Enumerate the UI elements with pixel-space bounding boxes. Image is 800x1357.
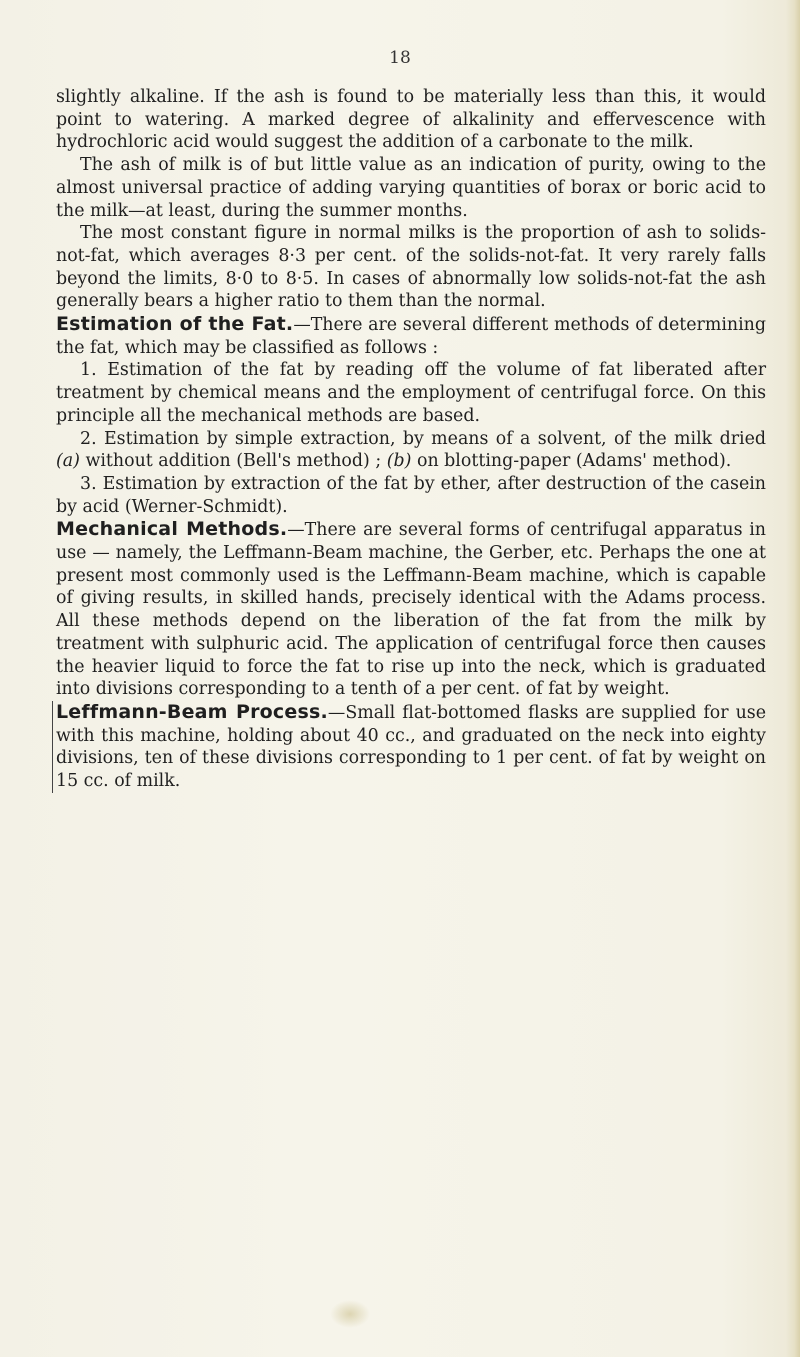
estimation-of-fat-text: —There are several different methods of determining the fat, which may be classified as follows :	[56, 315, 766, 358]
page-edge-shadow	[786, 0, 800, 1357]
paragraph-ash-proportion: The most constant figure in normal milks is the proportion of ash to solids-not-fat, which averages 8·3 per cent. of the solids-not-fat. It very rarely falls beyond the limits, 8·0 to 8·5. In cases of abnormally low solids-not-fat the ash generally bears a higher ratio to them than the normal.	[56, 223, 766, 312]
mechanical-methods-text: —There are several forms of centrifugal apparatus in use — namely, the Leffmann-Beam machine, the Gerber, etc. Perhaps the one at present most commonly used is the Leffmann-Beam machine, which is capable of giving results, in skilled hands, precisely identical with the Adams process. All these methods depend on the liberation of the fat from the milk by treatment with sulphuric acid. The application of centrifugal force then causes the heavier liquid to force the fat to rise up into the neck, which is graduated into divisions corresponding to a tenth of a per cent. of fat by weight.	[56, 520, 766, 700]
list-item-text: on blotting-paper (Adams' method).	[411, 451, 732, 472]
paragraph-mechanical-methods	[56, 518, 766, 701]
page-number: 18	[389, 48, 411, 68]
paragraph-ash-value: The ash of milk is of but little value as an indication of purity, owing to the almost universal practice of adding varying quantities of borax or boric acid to the milk—at least, during the summer months.	[56, 155, 766, 221]
section-heading-mechanical-methods: Mechanical Methods.	[56, 518, 288, 541]
list-item-text: Estimation by extraction of the fat by ether, after destruction of the casein by acid (Werner-Schmidt).	[56, 473, 766, 517]
list-item-method-1	[56, 359, 766, 427]
list-number: 2.	[80, 428, 97, 449]
leffmann-beam-process-text: —Small flat-bottomed flasks are supplied for use with this machine, holding about 40 cc., and graduated on the neck into eighty divisions, ten of these divisions corresponding to 1 per cent. of fat by weight on 15 cc. of milk.	[56, 702, 767, 792]
section-heading-leffmann-beam-process: Leffmann-Beam Process.	[56, 700, 328, 723]
paragraph-leffmann-beam-process	[52, 701, 766, 793]
sub-item-marker-b: (b)	[386, 451, 412, 472]
sub-item-marker-a: (a)	[56, 451, 80, 472]
paragraph-ash-alkalinity: slightly alkaline. If the ash is found to be materially less than this, it would point to watering. A marked degree of alkalinity and effervescence with hydrochloric acid would suggest the addition of a carbonate to the milk.	[56, 87, 766, 153]
list-item-text: Estimation of the fat by reading off the volume of fat liberated after treatment by chemical means and the employment of centrifugal force. On this principle all the mechanical methods are based.	[56, 360, 767, 426]
paper-stain	[330, 1300, 370, 1328]
list-item-method-2	[56, 428, 766, 473]
list-number: 1.	[80, 360, 97, 381]
body-text	[56, 86, 766, 793]
list-item-text: Estimation by simple extraction, by means of a solvent, of the milk dried	[103, 428, 766, 449]
list-item-method-3	[56, 473, 766, 518]
list-item-text: without addition (Bell's method) ;	[79, 451, 387, 472]
paragraph-estimation-of-fat	[56, 313, 766, 359]
list-number: 3.	[80, 473, 97, 494]
section-heading-estimation-of-fat: Estimation of the Fat.	[56, 313, 294, 336]
